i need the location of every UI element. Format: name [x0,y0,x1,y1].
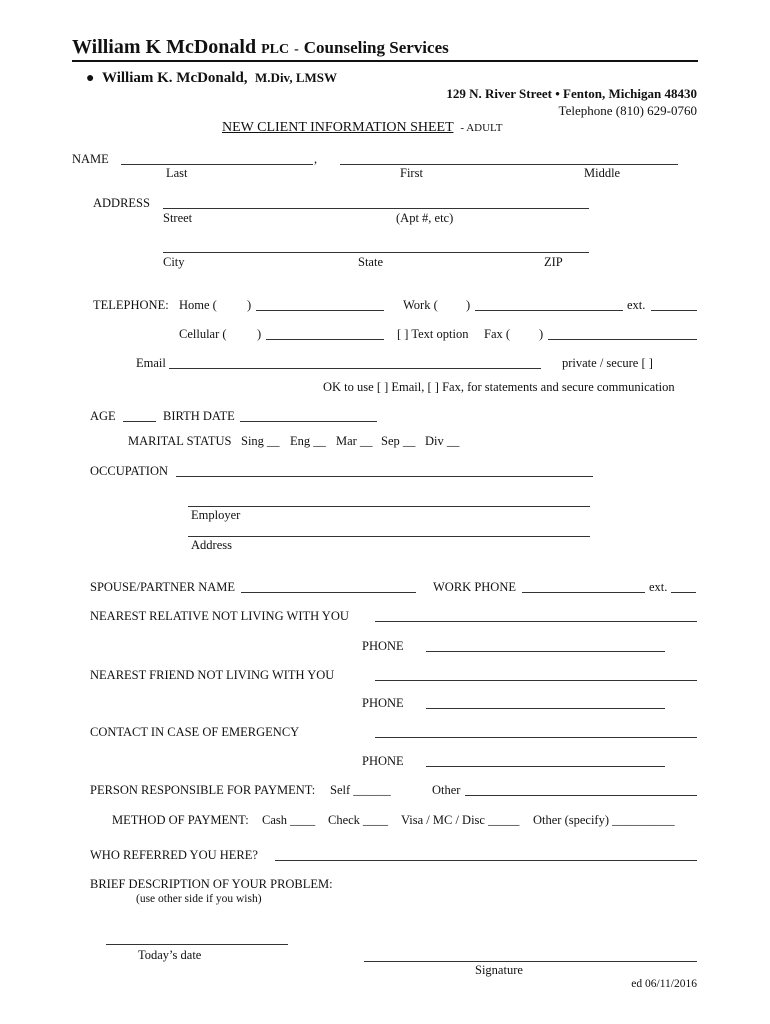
marital-status-label: MARITAL STATUS [128,434,232,448]
payment-self-field[interactable]: Self ______ [330,783,391,797]
friend-phone-label: PHONE [362,696,404,710]
work-phone-field[interactable] [475,310,623,311]
relative-phone-field[interactable] [426,651,665,652]
street-field[interactable] [163,208,589,209]
fax-close-paren: ) [539,327,544,341]
middle-caption: Middle [584,166,621,180]
home-phone-field[interactable] [256,310,384,311]
form-title: NEW CLIENT INFORMATION SHEET [222,120,454,135]
practitioner-name: William K. McDonald [101,70,244,86]
private-secure-checkbox[interactable]: private / secure [ ] [562,356,653,370]
method-card[interactable]: Visa / MC / Disc _____ [401,813,520,827]
relative-phone-label: PHONE [362,639,404,653]
responsible-label: PERSON RESPONSIBLE FOR PAYMENT: [90,783,316,797]
employer-address-caption: Address [191,538,232,552]
emergency-phone-field[interactable] [426,766,665,767]
form-title-line [222,120,502,136]
todays-date-field[interactable] [106,944,288,945]
ok-to-use-line[interactable]: OK to use [ ] Email, [ ] Fax, for statements and secure communication [323,380,675,394]
problem-description-note: (use other side if you wish) [136,893,262,905]
employer-field[interactable] [188,506,590,507]
occupation-label: OCCUPATION [90,464,169,478]
marital-married[interactable]: Mar __ [336,434,373,448]
employer-address-field[interactable] [188,536,590,537]
nearest-friend-field[interactable] [375,680,697,681]
signature-field[interactable] [364,961,697,962]
name-label: NAME [72,152,109,166]
fax-label: Fax ( [484,327,511,341]
problem-description-label: BRIEF DESCRIPTION OF YOUR PROBLEM: [90,877,333,891]
address-label: ADDRESS [93,196,150,210]
plc-label: PLC [261,42,290,57]
fax-field[interactable] [548,339,697,340]
method-check[interactable]: Check ____ [328,813,389,827]
header-rule [72,60,698,62]
edition-date: ed 06/11/2016 [631,978,697,990]
method-other[interactable]: Other (specify) __________ [533,813,675,827]
last-name-field[interactable] [121,164,313,165]
birth-date-label: BIRTH DATE [163,409,235,423]
home-close-paren: ) [247,298,252,312]
form-title-suffix: - ADULT [460,122,503,134]
practitioner-line [86,70,337,87]
marital-single[interactable]: Sing __ [241,434,280,448]
payment-other-label: Other [432,783,461,797]
work-ext-label: ext. [627,298,646,312]
nearest-friend-label: NEAREST FRIEND NOT LIVING WITH YOU [90,668,335,682]
payment-other-field[interactable] [465,795,697,796]
spouse-work-phone-label: WORK PHONE [433,580,516,594]
letterhead-title [72,36,449,59]
header-separator: - [294,42,299,57]
spouse-work-phone-field[interactable] [522,592,645,593]
state-caption: State [358,255,383,269]
office-address: 129 N. River Street • Fenton, Michigan 48430 [446,86,697,101]
signature-caption: Signature [475,963,523,977]
emergency-phone-label: PHONE [362,754,404,768]
office-telephone: Telephone (810) 629-0760 [558,103,697,118]
marital-engaged[interactable]: Eng __ [290,434,326,448]
work-close-paren: ) [466,298,471,312]
cellular-label: Cellular ( [179,327,227,341]
emergency-contact-field[interactable] [375,737,697,738]
spouse-ext-label: ext. [649,580,668,594]
home-label: Home ( [179,298,217,312]
marital-divorced[interactable]: Div __ [425,434,460,448]
email-label: Email [136,356,166,370]
first-caption: First [400,166,423,180]
friend-phone-field[interactable] [426,708,665,709]
birth-date-field[interactable] [240,421,377,422]
services-label: Counseling Services [303,38,449,57]
telephone-label: TELEPHONE: [93,298,169,312]
referral-field[interactable] [275,860,697,861]
bullet-icon: ● [86,71,95,86]
method-cash[interactable]: Cash ____ [262,813,316,827]
spouse-label: SPOUSE/PARTNER NAME [90,580,236,594]
age-label: AGE [90,409,116,423]
work-ext-field[interactable] [651,310,697,311]
employer-caption: Employer [191,508,241,522]
cell-phone-field[interactable] [266,339,384,340]
first-middle-name-field[interactable] [340,164,678,165]
emergency-contact-label: CONTACT IN CASE OF EMERGENCY [90,725,300,739]
referral-label: WHO REFERRED YOU HERE? [90,848,258,862]
city-caption: City [163,255,185,269]
zip-caption: ZIP [544,255,563,269]
age-field[interactable] [123,421,156,422]
street-caption: Street [163,211,193,225]
apt-caption: (Apt #, etc) [396,211,454,225]
firm-name: William K McDonald [72,36,257,58]
occupation-field[interactable] [176,476,593,477]
credentials: M.Div, LMSW [255,70,338,85]
last-caption: Last [166,166,188,180]
marital-separated[interactable]: Sep __ [381,434,416,448]
method-label: METHOD OF PAYMENT: [112,813,249,827]
email-field[interactable] [169,368,541,369]
practitioner-comma: , [243,70,248,86]
todays-date-caption: Today’s date [138,948,202,962]
spouse-ext-field[interactable] [671,592,696,593]
cell-close-paren: ) [257,327,262,341]
nearest-relative-field[interactable] [375,621,697,622]
spouse-name-field[interactable] [241,592,416,593]
city-state-zip-field[interactable] [163,252,589,253]
text-option-checkbox[interactable]: [ ] Text option [397,327,469,341]
nearest-relative-label: NEAREST RELATIVE NOT LIVING WITH YOU [90,609,349,623]
name-comma: , [314,152,318,166]
work-label: Work ( [403,298,438,312]
